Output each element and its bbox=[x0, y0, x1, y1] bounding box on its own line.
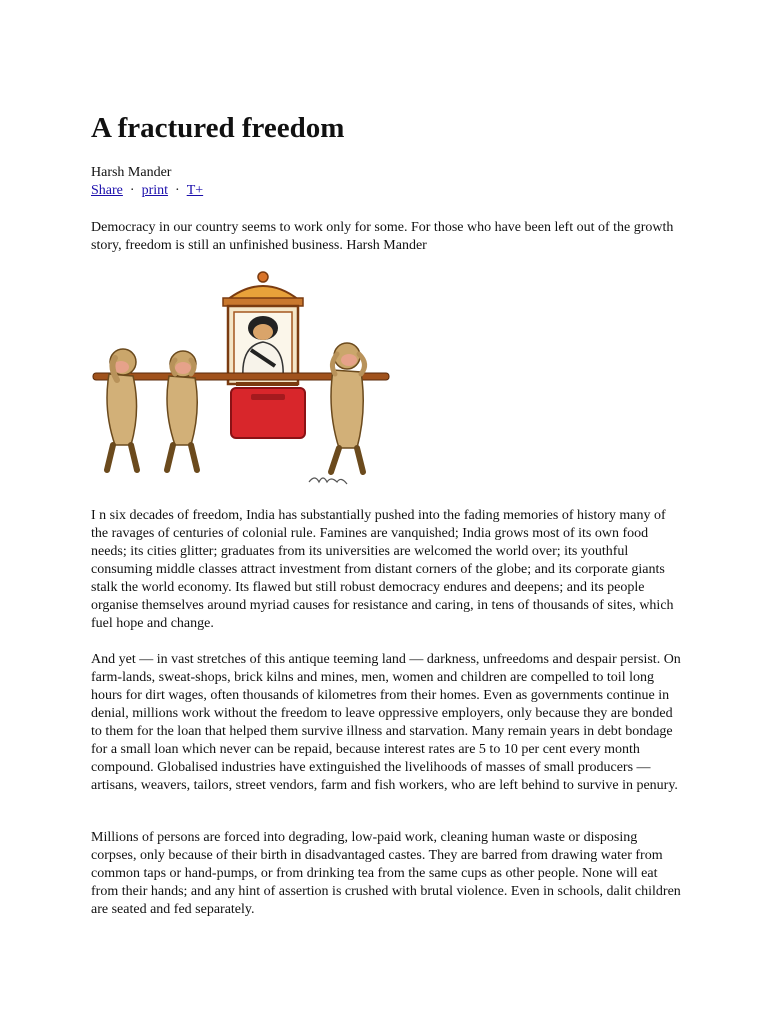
monkey-figure bbox=[331, 343, 365, 472]
article-actions bbox=[91, 183, 203, 199]
author-name: Harsh Mander bbox=[91, 165, 172, 180]
monkey-figure bbox=[167, 351, 197, 470]
paragraph: And yet — in vast stretches of this antique teeming land — darkness, unfreedoms and despair persist. On farm-lands, sweat-shops, brick kilns and mines, men, women and children are compelled to toil long hours for dirt wages, often thousands of kilometres from their homes. Even as governments continue in denial, millions work without the freedom to leave oppressive employers, only because they are bonded to them for the loan that helped them survive illness and starvation. Many remain years in debt bondage for a small loan which never can be repaid, because interest rates are 5 to 10 per cent every month compound. Globalised industries have extinguished the livelihoods of masses of small producers — artisans, weavers, tailors, street vendors, farm and fish workers, who are left behind to survive in penury. bbox=[91, 652, 681, 793]
article-title: A fractured freedom bbox=[91, 112, 345, 144]
paragraph: I n six decades of freedom, India has substantially pushed into the fading memories of history many of the ravages of centuries of colonial rule. Famines are vanquished; India grows most of its own food needs; its cities glitter; graduates from its universities are welcomed the world over; its youthful consuming middle classes attract investment from distant corners of the globe; and its corporate giants stalk the world economy. Its flawed but still robust democracy endures and deepens; and its people organise themselves around myriad causes for resistance and caring, in tens of thousands of sites, which fuel hope and change. bbox=[91, 508, 674, 631]
share-link[interactable]: Share bbox=[91, 183, 123, 198]
article-intro: Democracy in our country seems to work only for some. For those who have been left out of the growth story, freedom is still an unfinished business. Harsh Mander bbox=[91, 220, 674, 253]
print-link[interactable]: print bbox=[141, 183, 169, 198]
artist-signature bbox=[309, 478, 347, 484]
separator: · bbox=[175, 183, 180, 198]
paragraph: Millions of persons are forced into degrading, low-paid work, cleaning human waste or disposing corpses, only because of their birth in disadvantaged castes. They are barred from drawing water from common taps or hand-pumps, or from drinking tea from the same cups as other people. None will eat from their hands; and any hint of assertion is crushed with brutal violence. Even in schools, dalit children are seated and fed separately. bbox=[91, 830, 681, 917]
cartoon-illustration bbox=[91, 270, 391, 495]
monkey-figure bbox=[107, 349, 137, 470]
text-size-link[interactable]: T+ bbox=[186, 183, 204, 198]
separator: · bbox=[129, 183, 135, 198]
